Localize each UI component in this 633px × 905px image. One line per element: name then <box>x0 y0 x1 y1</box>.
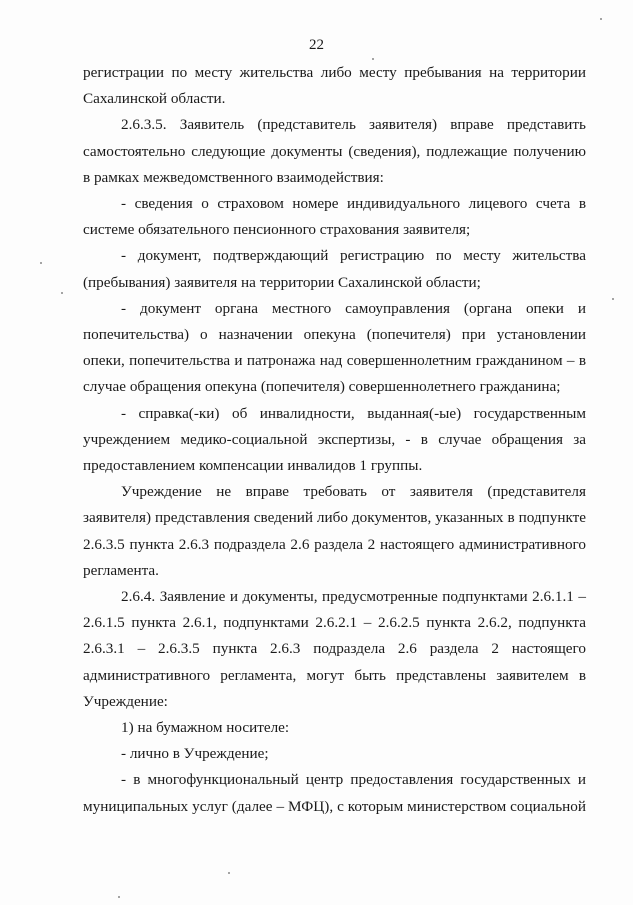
scan-speck <box>61 292 63 294</box>
paragraph: - лично в Учреждение; <box>121 745 269 763</box>
paragraph: Учреждение не вправе требовать от заявителя (представителя заявителя) представления сведений либо документов, указанных в подпункте 2.6.3.5 пункта 2.6.3 подраздела 2.6 раздела 2 настоящего административного регламента. <box>83 483 586 579</box>
document-body <box>83 60 586 820</box>
paragraph: 1) на бумажном носителе: <box>121 719 290 737</box>
page-number: 22 <box>309 37 324 53</box>
paragraph: регистрации по месту жительства либо месту пребывания на территории Сахалинской области. <box>83 64 586 108</box>
paragraph: 2.6.4. Заявление и документы, предусмотренные подпунктами 2.6.1.1 – 2.6.1.5 пункта 2.6.1, подпунктами 2.6.2.1 – 2.6.2.5 пункта 2.6.2, подпункта 2.6.3.1 – 2.6.3.5 пункта 2.6.3 подраздела 2.6 раздела 2 настоящего административного регламента, могут быть представлены заявителем в Учреждение: <box>83 588 586 710</box>
paragraph: - документ органа местного самоуправления (органа опеки и попечительства) о назначении опекуна (попечителя) при установлении опеки, попечительства и патронажа над совершеннолетним гражданином – в случае обращения опекуна (попечителя) совершеннолетнего гражданина; <box>83 299 586 396</box>
scan-speck <box>228 872 230 874</box>
paragraph: - в многофункциональный центр предоставления государственных и муниципальных услуг (далее – МФЦ), с которым министерством социальной <box>83 771 586 815</box>
paragraph: - документ, подтверждающий регистрацию по месту жительства (пребывания) заявителя на территории Сахалинской области; <box>83 247 586 291</box>
scan-speck <box>40 262 42 264</box>
scan-speck <box>118 896 120 898</box>
paragraph: - справка(-ки) об инвалидности, выданная(-ые) государственным учреждением медико-социальной экспертизы, - в случае обращения за предоставлением компенсации инвалидов 1 группы. <box>83 404 586 475</box>
scan-speck <box>600 18 602 20</box>
paragraph: 2.6.3.5. Заявитель (представитель заявителя) вправе представить самостоятельно следующие документы (сведения), подлежащие получению в рамках межведомственного взаимодействия: <box>83 116 586 186</box>
scan-speck <box>372 58 374 60</box>
scan-speck <box>612 298 614 300</box>
paragraph: - сведения о страховом номере индивидуального лицевого счета в системе обязательного пенсионного страхования заявителя; <box>83 195 586 239</box>
